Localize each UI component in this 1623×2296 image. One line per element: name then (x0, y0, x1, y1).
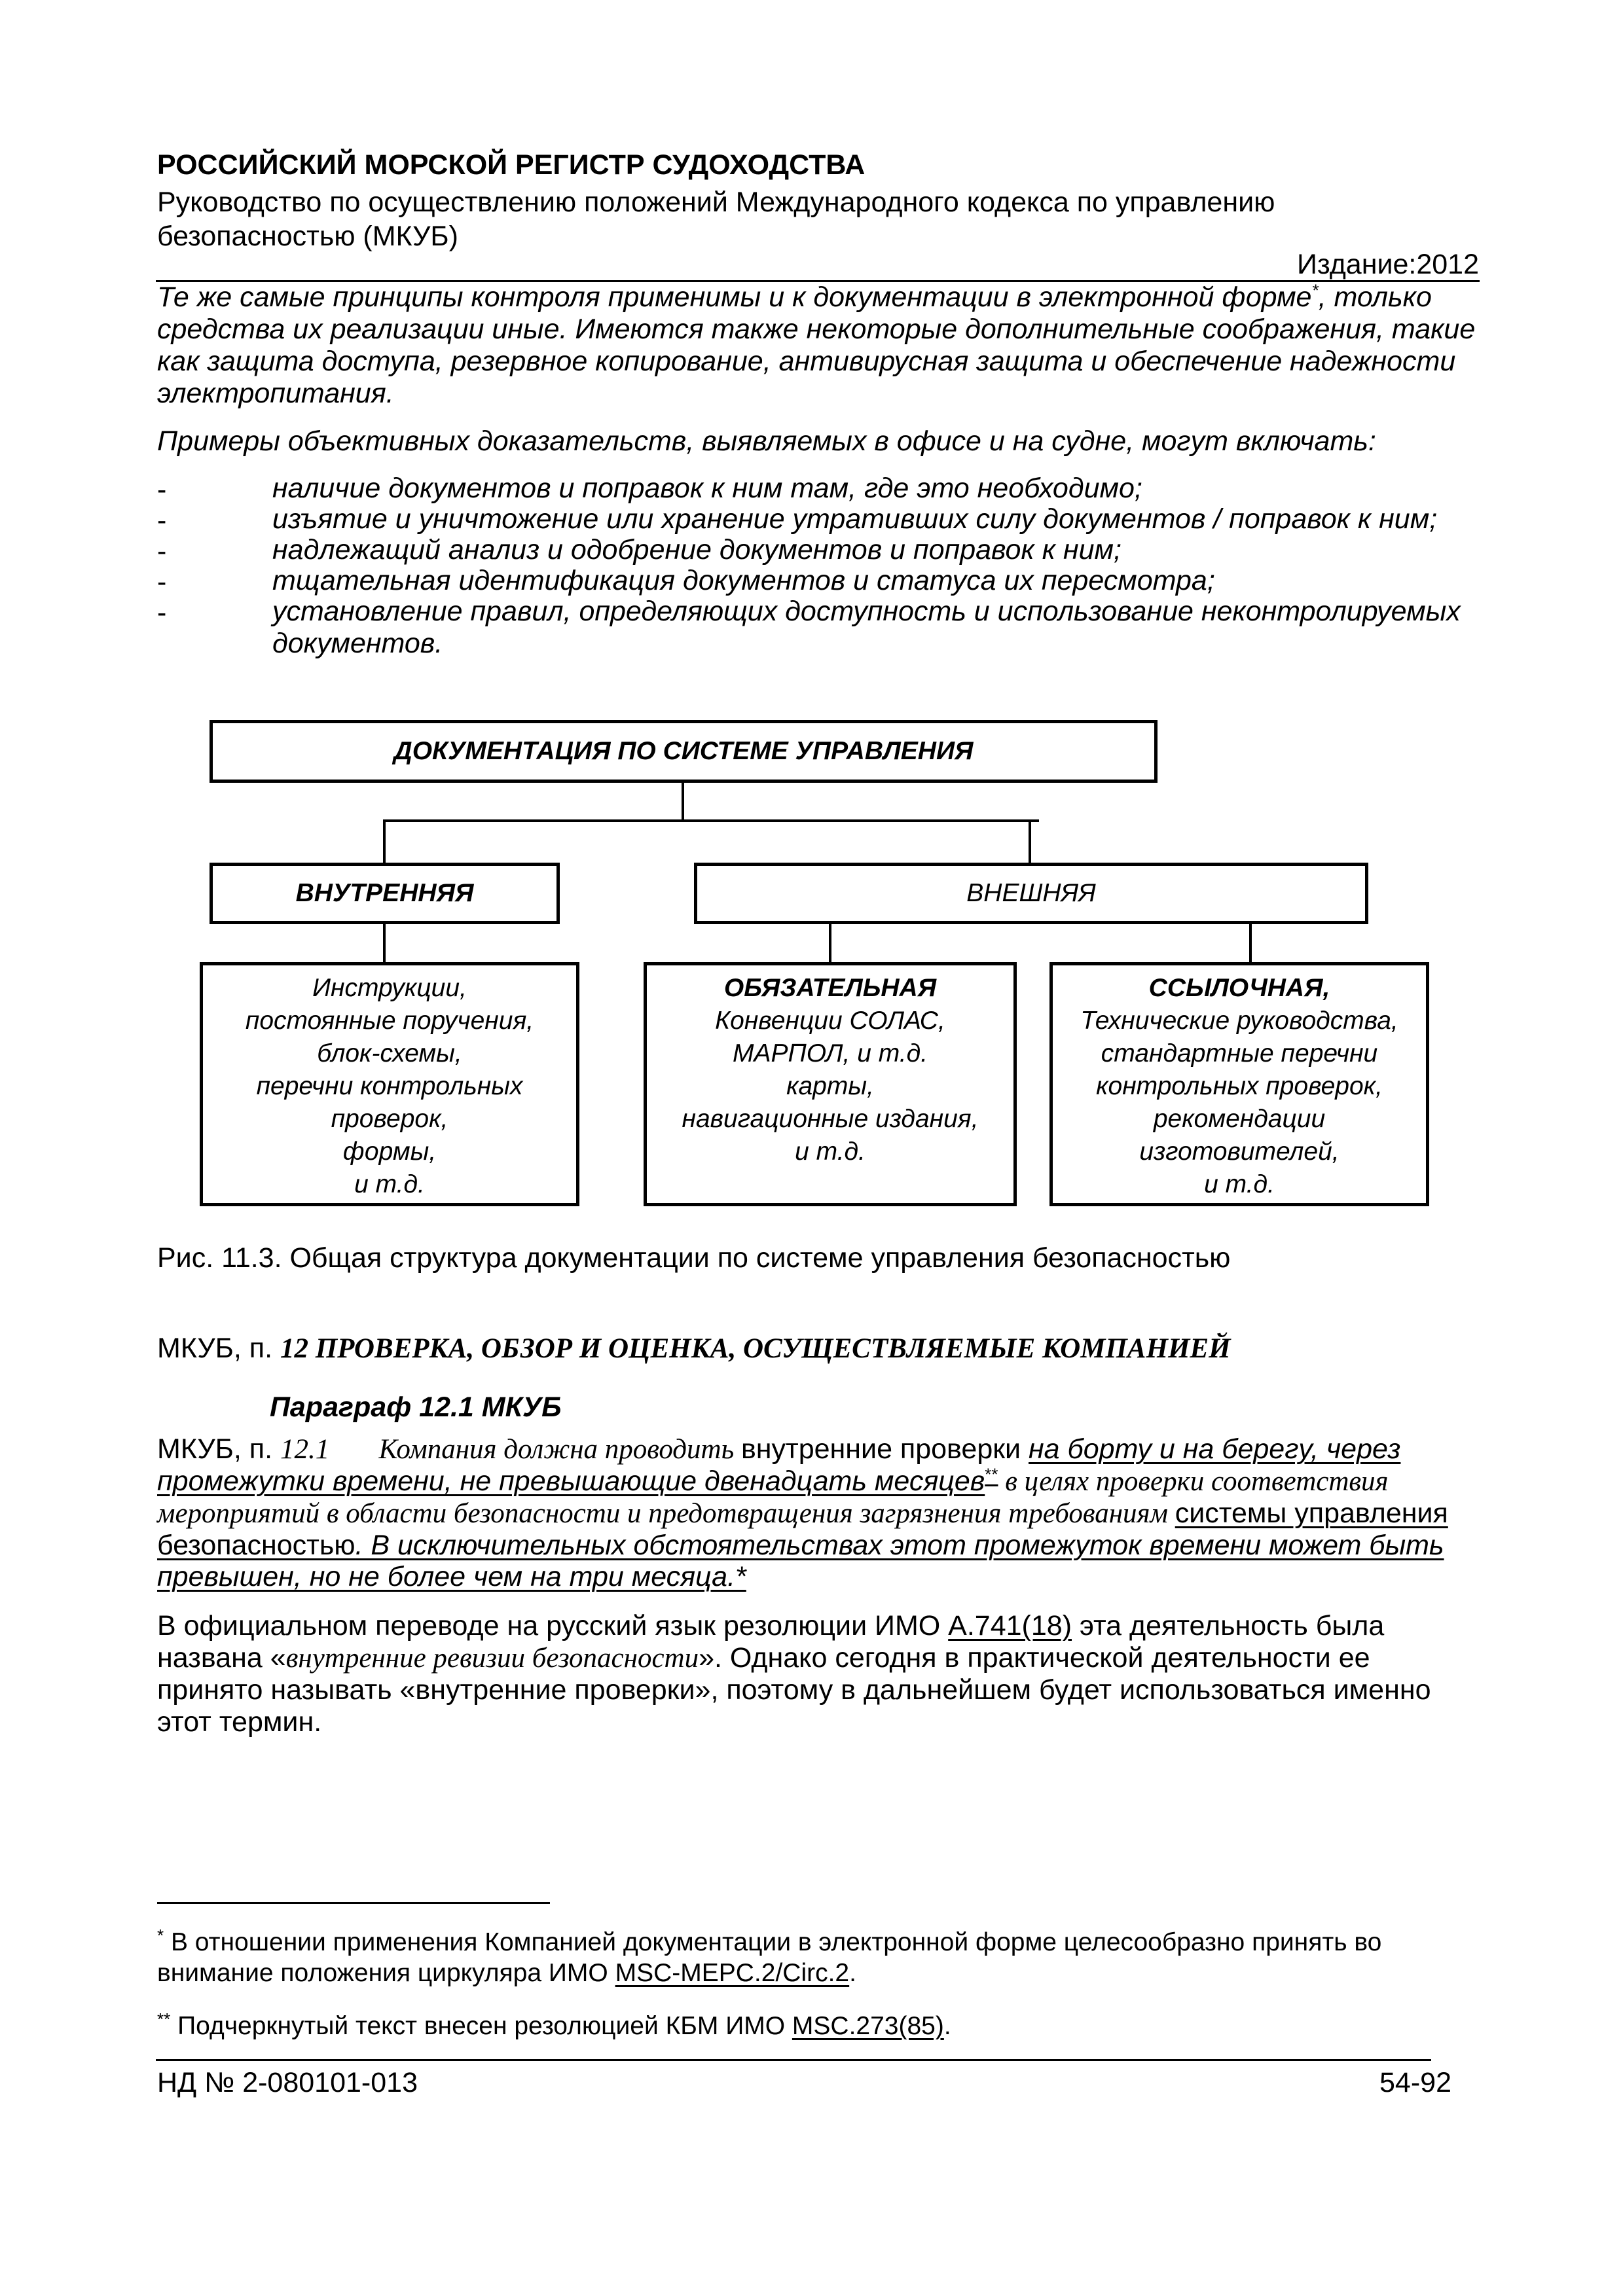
amended-text: . В исключительных обстоятельствах этот промежуток времени может быть превышен, но не более чем на три месяца.* (157, 1530, 1444, 1592)
section-title: 12 ПРОВЕРКА, ОБЗОР И ОЦЕНКА, ОСУЩЕСТВЛЯЕМЫЕ КОМПАНИЕЙ (280, 1333, 1231, 1364)
resolution-link[interactable]: MSC.273(85) (792, 2012, 944, 2040)
leaf-line: блок-схемы, (317, 1039, 462, 1067)
footnote-text: . (849, 1959, 856, 1987)
leaf-line: и т.д. (354, 1170, 425, 1198)
footnote-mark: * (157, 1926, 164, 1945)
footnote-text: . (943, 2012, 951, 2040)
footnote-divider (157, 1902, 550, 1904)
list-item: надлежащий анализ и одобрение документов и поправок к ним; (272, 534, 1122, 565)
footnote-mark: ** (157, 2009, 171, 2029)
list-item: установление правил, определяющих доступность и использование неконтролируемых документов. (272, 596, 1461, 659)
circular-link[interactable]: MSC-MEPC.2/Circ.2 (615, 1959, 850, 1987)
paragraph-heading: Параграф 12.1 МКУБ (270, 1391, 562, 1423)
footer-divider (156, 2059, 1431, 2061)
connector-line (383, 924, 386, 963)
leaf-line: и т.д. (1204, 1170, 1275, 1198)
note-text: ». Однако сегодня в практической деятельности ее принято называть «внутренние проверки», поэтому в дальнейшем будет использоваться именно этот термин. (157, 1642, 1431, 1738)
internal-docs-box (200, 962, 579, 1206)
leaf-line: Инструкции, (312, 974, 467, 1002)
footnote-ref[interactable]: * (1311, 280, 1319, 300)
section-prefix: МКУБ, п. (157, 1333, 280, 1364)
intro-text-b: , только средства их реализации иные. Имеются также некоторые дополнительные соображения, такие как защита доступа, резервное копирование, антивирусная защита и обеспечение надежности электропитания. (157, 281, 1476, 409)
clause-number: 12.1 (280, 1434, 330, 1465)
reference-title: ССЫЛОЧНАЯ, (1148, 974, 1330, 1002)
leaf-line: Технические руководства, (1080, 1007, 1398, 1035)
leaf-line: проверок, (331, 1105, 448, 1133)
leaf-line: перечни контрольных (256, 1072, 523, 1100)
connector-line (682, 783, 684, 821)
list-bullet: - (157, 474, 167, 505)
footnote-text: Подчеркнутый текст внесен резолюцией КБМ ИМО (170, 2012, 792, 2040)
external-label: ВНЕШНЯЯ (966, 879, 1096, 907)
clause-text: в целях проверки соответствия мероприятий в области безопасности и предотвращения загрязнения требованиям (157, 1466, 1389, 1529)
internal-box (210, 863, 560, 924)
mandatory-title: ОБЯЗАТЕЛЬНАЯ (723, 974, 937, 1002)
examples-paragraph: Примеры объективных доказательств, выявляемых в офисе и на судне, могут включать: (157, 425, 1376, 457)
list-item: изъятие и уничтожение или хранение утративших силу документов / поправок к ним; (272, 503, 1438, 535)
connector-line (1029, 819, 1031, 864)
clause-prefix: МКУБ, п. (157, 1433, 280, 1465)
note-text: эта деятельность была названа « (157, 1610, 1385, 1674)
note-text-italic: внутренние ревизии безопасности (285, 1643, 699, 1674)
clause-text: Компания должна проводить (378, 1434, 741, 1465)
footnote-ref[interactable]: ** (985, 1464, 998, 1484)
section-heading (157, 1333, 1231, 1365)
diagram-root-box (210, 720, 1158, 783)
leaf-line: Конвенции СОЛАС, (715, 1007, 945, 1035)
resolution-link[interactable]: A.741(18) (948, 1610, 1072, 1641)
diagram-root-label: ДОКУМЕНТАЦИЯ ПО СИСТЕМЕ УПРАВЛЕНИЯ (393, 737, 974, 765)
edition-label: Издание:2012 (1297, 249, 1479, 280)
leaf-line: формы, (342, 1138, 437, 1166)
footnote-2 (157, 2011, 1480, 2041)
external-box (694, 863, 1368, 924)
organization-name: РОССИЙСКИЙ МОРСКОЙ РЕГИСТР СУДОХОДСТВА (157, 149, 866, 181)
translation-note (157, 1610, 1480, 1738)
document-number: НД № 2-080101-013 (157, 2067, 418, 2098)
intro-text-a: Те же самые принципы контроля применимы и к документации в электронной форме (157, 281, 1312, 313)
leaf-line: и т.д. (795, 1138, 866, 1166)
clause-text: внутренние (740, 1433, 892, 1465)
amended-text: на борту и на берегу, через промежутки времени, не превышающие двенадцать месяцев (157, 1433, 1401, 1497)
leaf-line: МАРПОЛ, и т.д. (732, 1039, 928, 1067)
list-bullet: - (157, 566, 167, 598)
list-item: наличие документов и поправок к ним там, где это необходимо; (272, 473, 1142, 504)
connector-line (829, 924, 831, 963)
mandatory-docs-box (644, 962, 1017, 1206)
leaf-line: контрольных проверок, (1096, 1072, 1383, 1100)
reference-docs-box (1049, 962, 1429, 1206)
leaf-line: карты, (786, 1072, 874, 1100)
leaf-line: изготовителей, (1139, 1138, 1340, 1166)
list-item: тщательная идентификация документов и статуса их пересмотра; (272, 565, 1215, 596)
page-number: 54-92 (1379, 2067, 1451, 2098)
internal-label: ВНУТРЕННЯЯ (295, 879, 474, 907)
connector-line (383, 819, 386, 864)
amended-text: системы управления безопасностью (157, 1498, 1448, 1561)
leaf-line: рекомендации (1153, 1105, 1326, 1133)
connector-line (383, 819, 1039, 822)
list-bullet: - (157, 535, 167, 567)
footnote-text: В отношении применения Компанией документации в электронной форме целесообразно принять во внимание положения циркуляра ИМО (157, 1928, 1382, 1987)
leaf-line: стандартные перечни (1101, 1039, 1378, 1067)
footnote-1 (157, 1927, 1480, 1988)
figure-caption: Рис. 11.3. Общая структура документации по системе управления безопасностью (157, 1242, 1231, 1274)
leaf-line: навигационные издания, (682, 1105, 979, 1133)
note-text: В официальном переводе на русский язык резолюции ИМО (157, 1610, 949, 1641)
clause-12-1 (157, 1433, 1480, 1592)
clause-text: проверки (892, 1433, 1029, 1465)
leaf-line: постоянные поручения, (245, 1007, 534, 1035)
document-title: Руководство по осуществлению положений Международного кодекса по управлению безопасностью (МКУБ) (157, 187, 1275, 252)
list-bullet: - (157, 505, 167, 536)
connector-line (1249, 924, 1252, 963)
list-bullet: - (157, 597, 167, 628)
intro-paragraph (157, 281, 1480, 410)
